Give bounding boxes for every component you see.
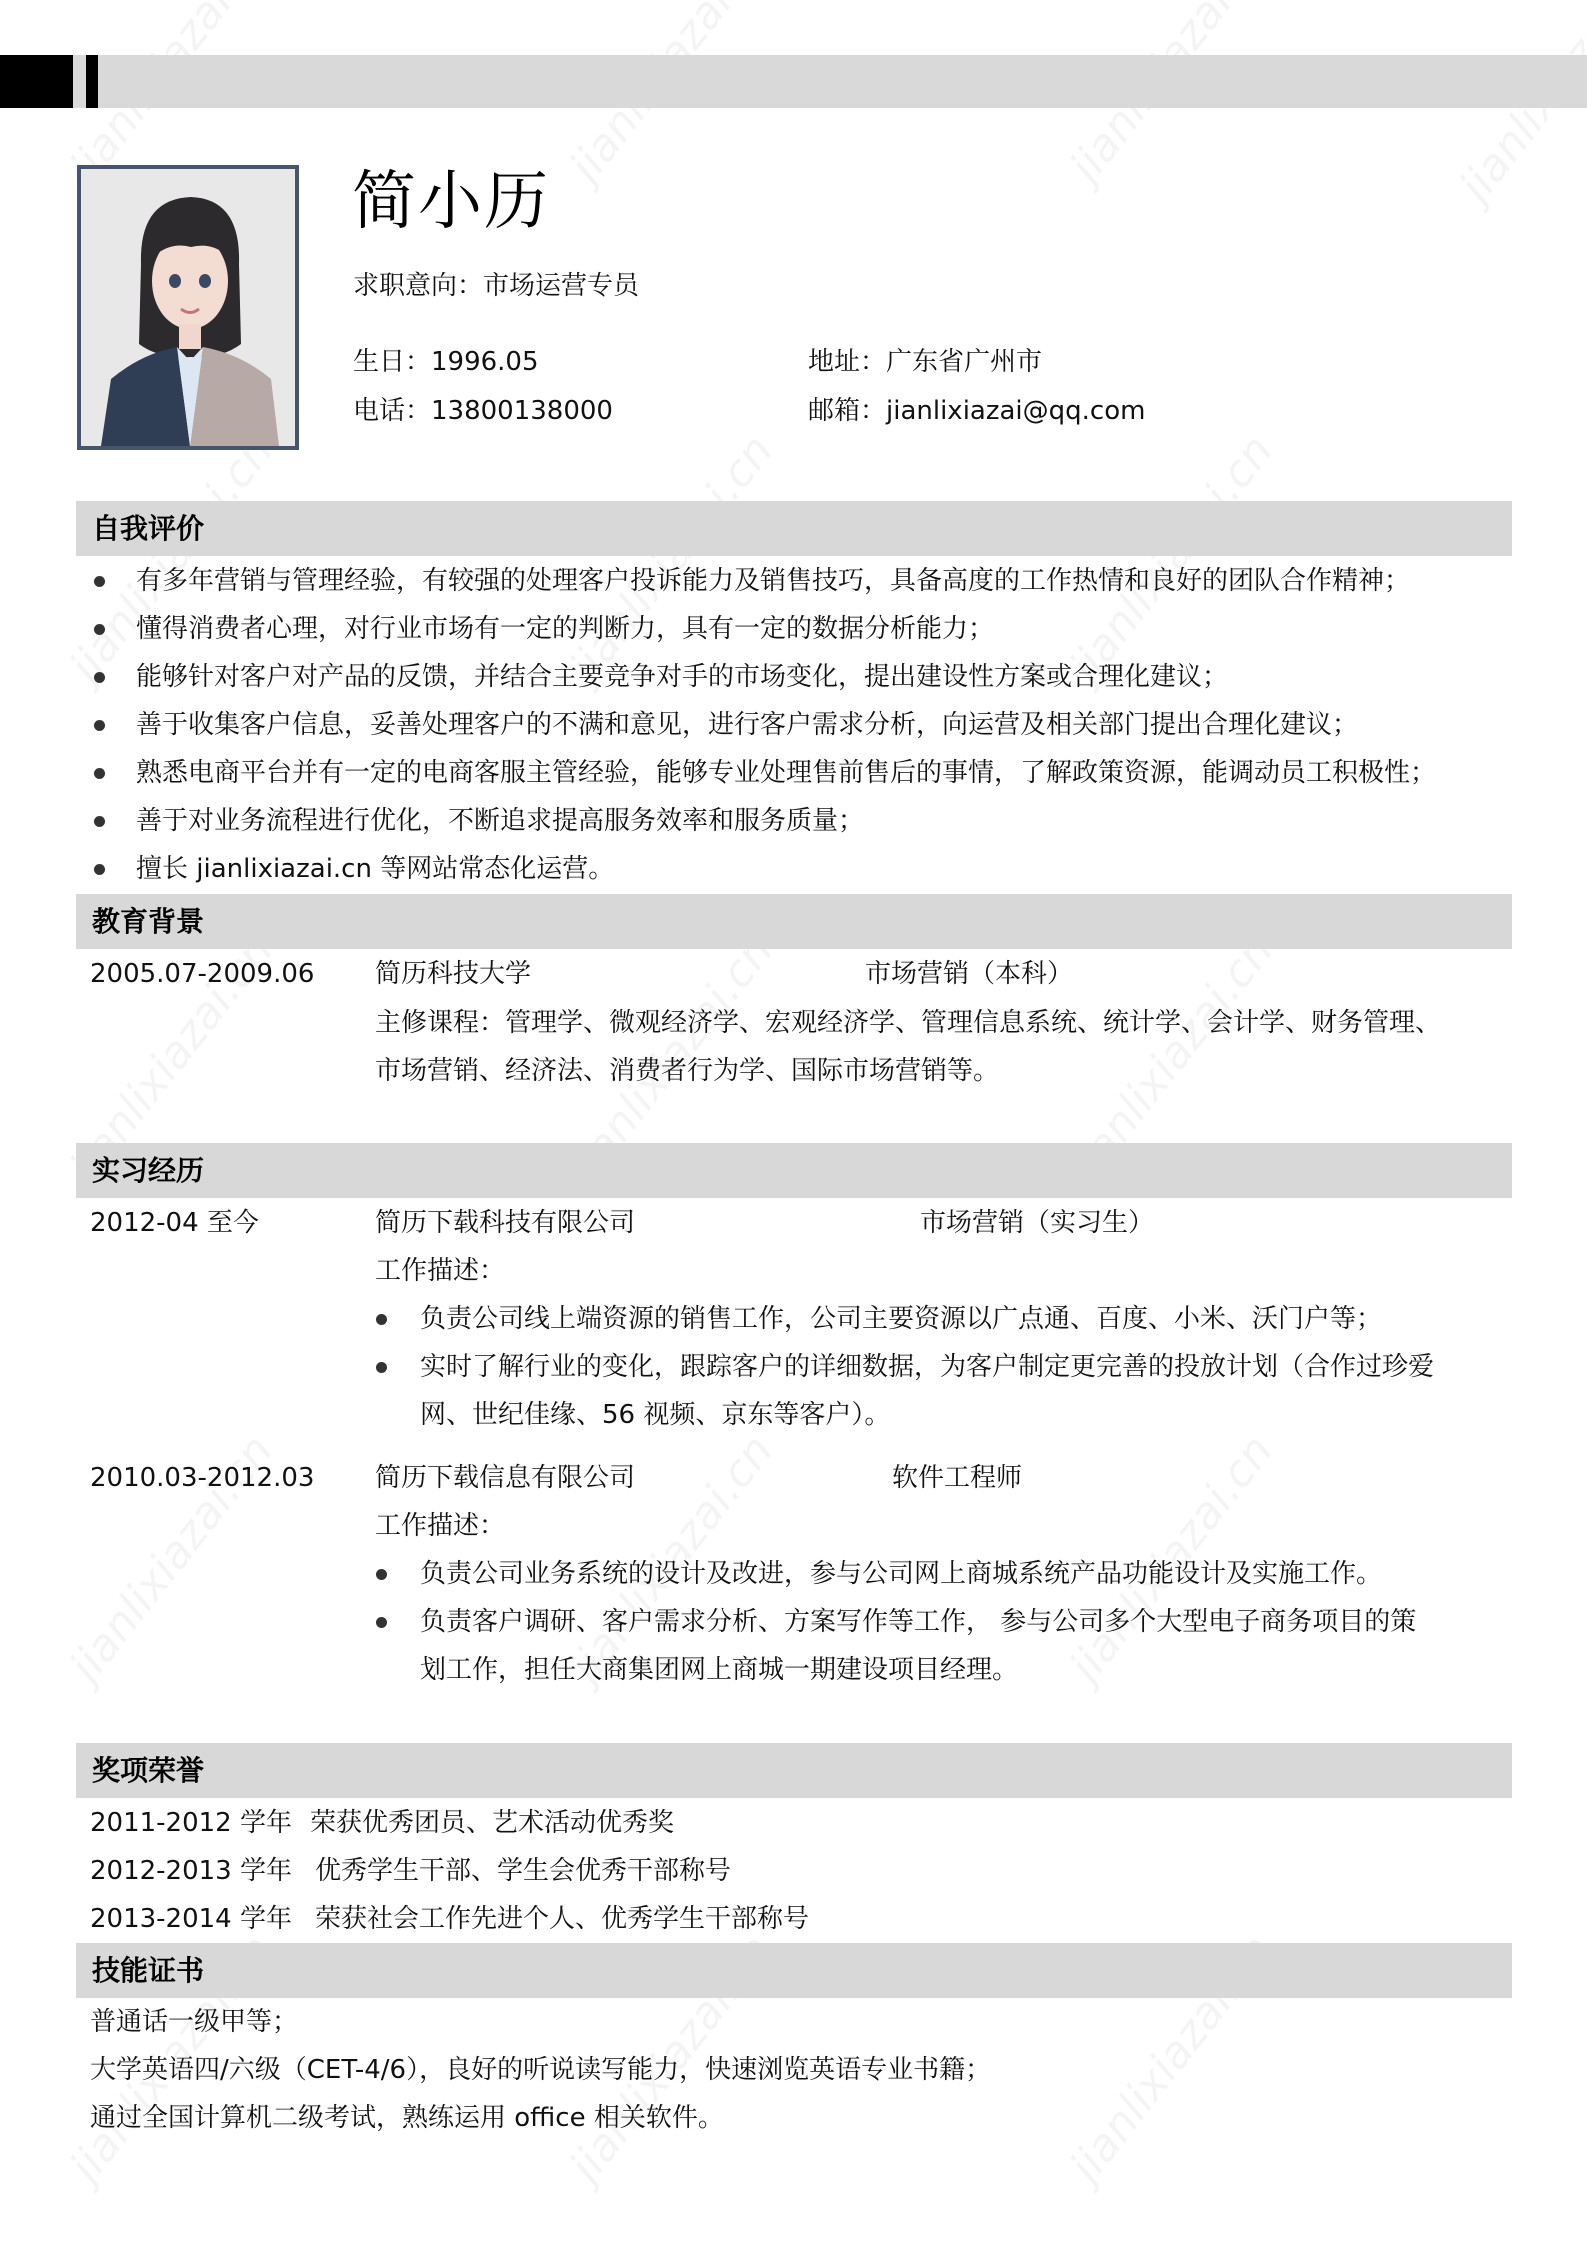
- section-header-skills: [76, 1943, 1512, 1998]
- list-item: 熟悉电商平台并有一定的电商客服主管经验，能够专业处理售前售后的事情，了解政策资源，能调动员工积极性；: [136, 758, 1437, 788]
- bullet-icon: [376, 1617, 387, 1628]
- award-year: 2013-2014 学年: [90, 1904, 292, 1934]
- section-header-internship: [76, 1143, 1512, 1198]
- job-intent: 求职意向：市场运营专员: [353, 271, 640, 301]
- entry-bullet-cont: 划工作，担任大商集团网上商城一期建设项目经理。: [420, 1655, 1019, 1685]
- entry-date: 2012-04 至今: [90, 1208, 259, 1238]
- watermark: [60, 426, 283, 692]
- candidate-name: 简小历: [352, 165, 550, 239]
- entry-bullet: 负责客户调研、客户需求分析、方案写作等工作， 参与公司多个大型电子商务项目的策: [420, 1607, 1417, 1637]
- award-text: 荣获社会工作先进个人、优秀学生干部称号: [315, 1904, 810, 1934]
- entry-date: 2010.03-2012.03: [90, 1463, 315, 1493]
- list-item: 能够针对客户对产品的反馈，并结合主要竞争对手的市场变化，提出建设性方案或合理化建议；: [136, 662, 1229, 692]
- address: 地址：广东省广州市: [808, 347, 1043, 377]
- section-header-education: [76, 894, 1512, 949]
- section-title: 实习经历: [92, 1154, 205, 1187]
- entry-company: 简历下载科技有限公司: [375, 1208, 636, 1238]
- education-courses-cont: 市场营销、经济法、消费者行为学、国际市场营销等。: [375, 1056, 1000, 1086]
- entry-role: 软件工程师: [892, 1463, 1023, 1493]
- award-year: 2011-2012 学年: [90, 1808, 292, 1838]
- section-title: 奖项荣誉: [92, 1754, 205, 1787]
- list-item: 有多年营销与管理经验，有较强的处理客户投诉能力及销售技巧，具备高度的工作热情和良好的团队合作精神；: [136, 566, 1411, 596]
- skill-item: 通过全国计算机二级考试，熟练运用 office 相关软件。: [90, 2103, 724, 2133]
- bar-block-thin: [86, 55, 98, 108]
- entry-bullet: 负责公司线上端资源的销售工作，公司主要资源以广点通、百度、小米、沃门户等；: [420, 1304, 1383, 1334]
- section-title: 自我评价: [92, 512, 205, 545]
- skill-item: 大学英语四/六级（CET-4/6），良好的听说读写能力，快速浏览英语专业书籍；: [90, 2055, 992, 2085]
- entry-role: 市场营销（实习生）: [920, 1208, 1155, 1238]
- award-text: 优秀学生干部、学生会优秀干部称号: [315, 1856, 732, 1886]
- entry-desc-label: 工作描述：: [375, 1511, 506, 1541]
- bullet-icon: [94, 864, 105, 875]
- section-title: 教育背景: [92, 905, 205, 938]
- section-header-awards: [76, 1743, 1512, 1798]
- education-major: 市场营销（本科）: [865, 959, 1074, 989]
- top-decorative-bar: [0, 55, 1587, 108]
- bullet-icon: [94, 672, 105, 683]
- bullet-icon: [94, 624, 105, 635]
- award-year: 2012-2013 学年: [90, 1856, 292, 1886]
- bullet-icon: [94, 576, 105, 587]
- list-item: 擅长 jianlixiazai.cn 等网站常态化运营。: [136, 854, 615, 884]
- bullet-icon: [376, 1314, 387, 1325]
- entry-bullet: 负责公司业务系统的设计及改进，参与公司网上商城系统产品功能设计及实施工作。: [420, 1559, 1383, 1589]
- award-text: 荣获优秀团员、艺术活动优秀奖: [310, 1808, 675, 1838]
- list-item: 懂得消费者心理，对行业市场有一定的判断力，具有一定的数据分析能力；: [136, 614, 995, 644]
- bullet-icon: [94, 720, 105, 731]
- bullet-icon: [376, 1569, 387, 1580]
- entry-desc-label: 工作描述：: [375, 1256, 506, 1286]
- section-title: 技能证书: [92, 1954, 205, 1987]
- bar-block-large: [0, 55, 73, 108]
- education-date: 2005.07-2009.06: [90, 959, 315, 989]
- list-item: 善于对业务流程进行优化，不断追求提高服务效率和服务质量；: [136, 806, 865, 836]
- watermark: [1060, 426, 1283, 692]
- email[interactable]: 邮箱：jianlixiazai@qq.com: [808, 396, 1146, 426]
- birth-date: 生日：1996.05: [353, 347, 539, 377]
- education-courses: 主修课程：管理学、微观经济学、宏观经济学、管理信息系统、统计学、会计学、财务管理、: [375, 1008, 1442, 1038]
- section-header-self-evaluation: [76, 501, 1512, 556]
- entry-company: 简历下载信息有限公司: [375, 1463, 636, 1493]
- list-item: 善于收集客户信息，妥善处理客户的不满和意见，进行客户需求分析，向运营及相关部门提出合理化建议；: [136, 710, 1359, 740]
- bullet-icon: [94, 816, 105, 827]
- bullet-icon: [94, 768, 105, 779]
- education-school: 简历科技大学: [375, 959, 532, 989]
- portrait-photo: [77, 165, 299, 450]
- portrait-illustration-icon: [81, 169, 295, 446]
- entry-bullet-cont: 网、世纪佳缘、56 视频、京东等客户）。: [420, 1400, 891, 1430]
- bullet-icon: [376, 1362, 387, 1373]
- entry-bullet: 实时了解行业的变化，跟踪客户的详细数据，为客户制定更完善的投放计划（合作过珍爱: [420, 1352, 1435, 1382]
- skill-item: 普通话一级甲等；: [90, 2007, 299, 2037]
- phone: 电话：13800138000: [353, 396, 613, 426]
- watermark: [560, 426, 783, 692]
